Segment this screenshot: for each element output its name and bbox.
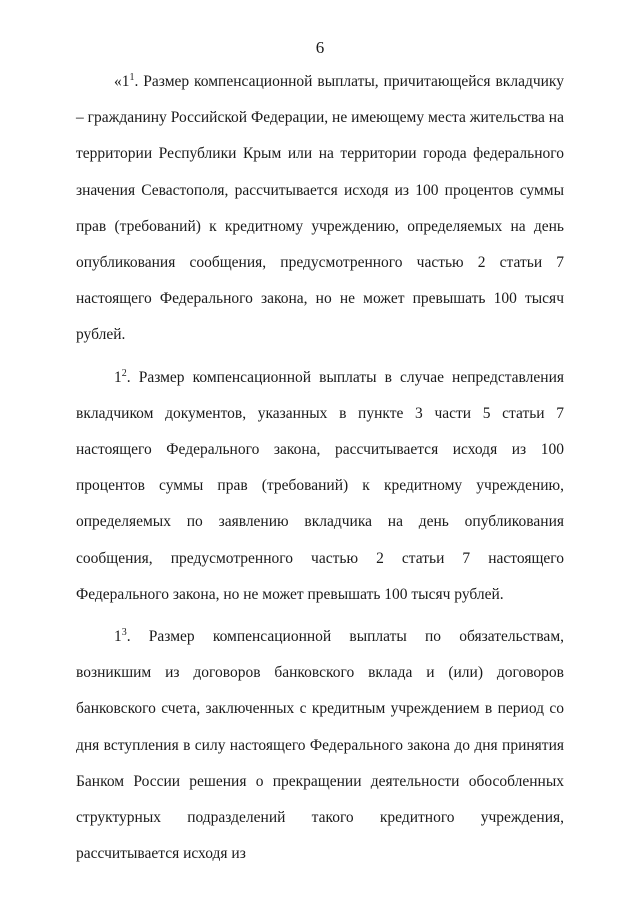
paragraph-superscript: 3 bbox=[121, 627, 127, 639]
paragraph-text: . Размер компенсационной выплаты, причитающейся вкладчику – гражданину Российской Федерации, не имеющему места жительства на территории Республики Крым или на территории города федерального значения Севастополя, рассчитывается исходя из 100 процентов суммы прав (требований) к кредитному учреждению, определяемых на день опубликования сообщения, предусмотренного частью 2 статьи 7 настоящего Федерального закона, но не может превышать 100 тысяч рублей. bbox=[76, 73, 564, 344]
paragraph-1-2 bbox=[76, 360, 564, 613]
paragraph-number: 1 bbox=[114, 368, 122, 386]
paragraph-text: . Размер компенсационной выплаты в случае непредставления вкладчиком документов, указанных в пункте 3 части 5 статьи 7 настоящего Федерального закона, рассчитывается исходя из 100 процентов суммы прав (требований) к кредитному учреждению, определяемых по заявлению вкладчика на день опубликования сообщения, предусмотренного частью 2 статьи 7 настоящего Федерального закона, но не может превышать 100 тысяч рублей. bbox=[76, 368, 564, 603]
paragraph-text: . Размер компенсационной выплаты по обязательствам, возникшим из договоров банковского вклада и (или) договоров банковского счета, заключенных с кредитным учреждением в период со дня вступления в силу настоящего Федерального закона до дня принятия Банком России решения о прекращении деятельности обособленных структурных подразделений такого кредитного учреждения, рассчитывается исходя из bbox=[76, 628, 564, 863]
page-number: 6 bbox=[315, 38, 325, 57]
paragraph-number: «1 bbox=[114, 73, 130, 90]
paragraph-1-1 bbox=[76, 64, 564, 354]
paragraph-superscript: 2 bbox=[121, 367, 127, 379]
document-body bbox=[76, 64, 564, 878]
paragraph-superscript: 1 bbox=[129, 72, 135, 83]
paragraph-number: 1 bbox=[114, 628, 122, 646]
paragraph-1-3 bbox=[76, 619, 564, 872]
